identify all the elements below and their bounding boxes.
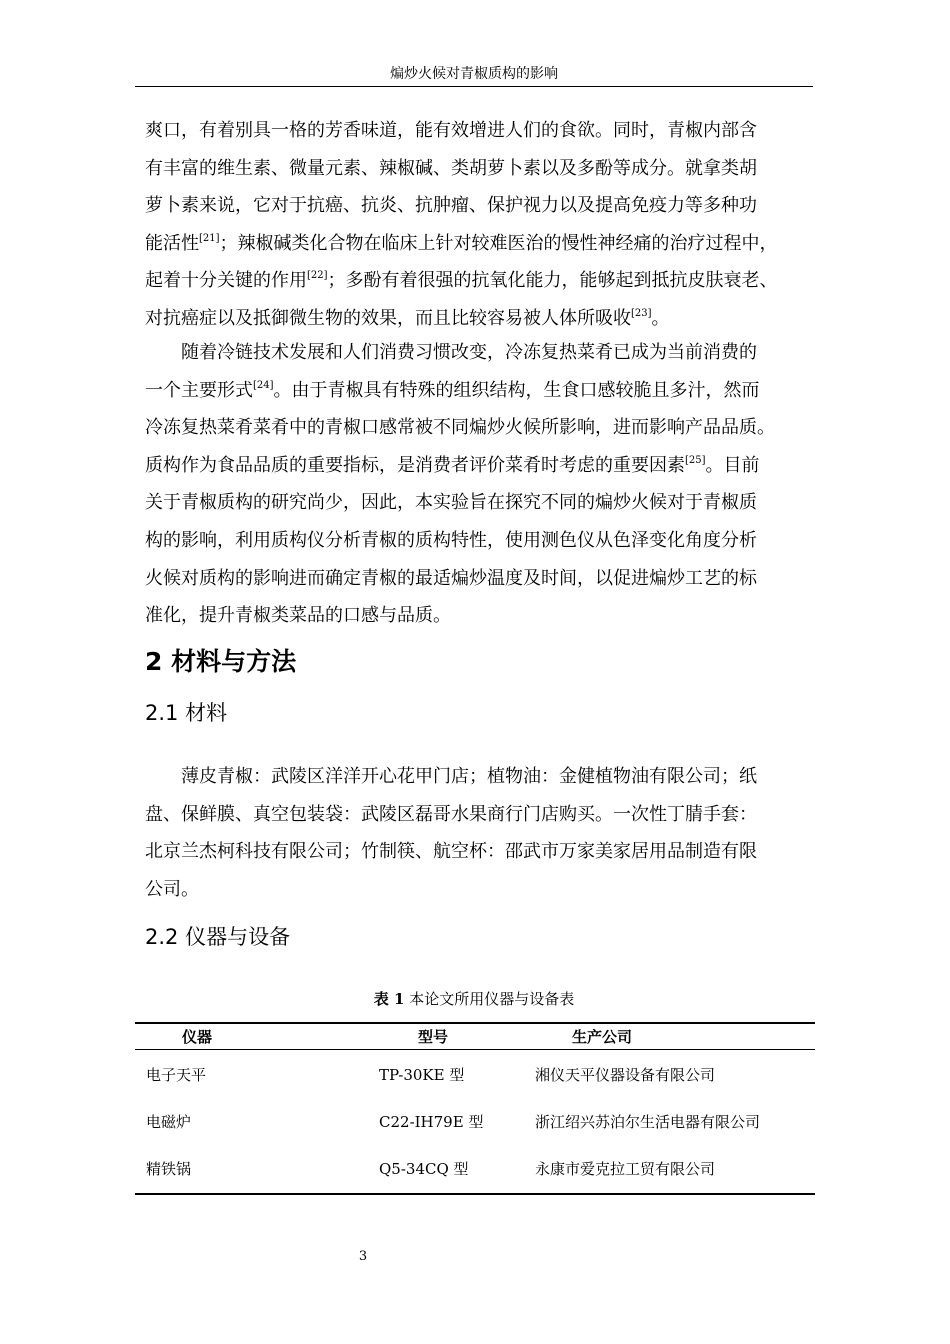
text-line: 萝卜素来说，它对于抗癌、抗炎、抗肿瘤、保护视力以及提高免疫力等多种功 xyxy=(145,195,757,217)
column-header: 生产公司 xyxy=(572,1028,633,1046)
text-span: 起着十分关键的作用 xyxy=(145,270,307,292)
table-caption-label: 表 1 xyxy=(373,990,405,1008)
table-cell: 精铁锅 xyxy=(146,1160,192,1178)
text-span: 能活性 xyxy=(145,232,199,254)
text-line xyxy=(145,262,817,300)
text-line xyxy=(145,447,817,485)
text-line: 冷冻复热菜肴菜肴中的青椒口感常被不同煸炒火候所影响，进而影响产品品质。 xyxy=(145,417,775,439)
citation-ref: [25] xyxy=(685,454,706,466)
citation-ref: [23] xyxy=(631,307,652,319)
paragraph-materials xyxy=(145,758,817,908)
table-row xyxy=(135,1097,815,1144)
column-header: 型号 xyxy=(418,1028,449,1046)
text-line: 关于青椒质构的研究尚少，因此，本实验旨在探究不同的煸炒火候对于青椒质 xyxy=(145,492,757,514)
text-line xyxy=(145,372,817,410)
text-line: 随着冷链技术发展和人们消费习惯改变，冷冻复热菜肴已成为当前消费的 xyxy=(181,342,757,363)
citation-ref: [24] xyxy=(253,379,274,391)
text-span: 一个主要形式 xyxy=(145,379,253,401)
text-line: 北京兰杰柯科技有限公司；竹制筷、航空杯：邵武市万家美家居用品制造有限 xyxy=(145,841,757,863)
text-span: 。目前 xyxy=(705,454,760,476)
subsection-heading: 2.1 材料 xyxy=(145,701,228,725)
text-span: ；多酚有着很强的抗氧化能力，能够起到抵抗皮肤衰老、 xyxy=(327,270,778,292)
paragraph-intro-continued xyxy=(145,112,817,338)
table-cell: Q5-34CQ 型 xyxy=(379,1160,469,1178)
citation-ref: [22] xyxy=(307,270,328,282)
subsection-heading: 2.2 仪器与设备 xyxy=(145,925,291,949)
text-span: 。由于青椒具有特殊的组织结构，生食口感较脆且多汁，然而 xyxy=(273,379,760,401)
text-line: 薄皮青椒：武陵区洋洋开心花甲门店；植物油：金健植物油有限公司；纸 xyxy=(181,766,757,787)
table-body xyxy=(135,1050,815,1193)
table-header-row xyxy=(135,1024,815,1050)
equipment-table xyxy=(135,1022,815,1195)
text-span: 。 xyxy=(651,307,670,329)
text-line: 盘、保鲜膜、真空包装袋：武陵区磊哥水果商行门店购买。一次性丁腈手套： xyxy=(145,803,757,825)
text-line: 火候对质构的影响进而确定青椒的最适煸炒温度及时间，以促进煸炒工艺的标 xyxy=(145,567,757,589)
table-cell: 永康市爱克拉工贸有限公司 xyxy=(535,1160,716,1178)
text-span: 质构作为食品品质的重要指标，是消费者评价菜肴时考虑的重要因素 xyxy=(145,454,685,476)
text-line: 公司。 xyxy=(145,878,199,900)
table-cell: 电磁炉 xyxy=(146,1113,192,1131)
table-caption-text: 本论文所用仪器与设备表 xyxy=(409,990,575,1008)
header-rule xyxy=(135,86,813,87)
text-span: ；辣椒碱类化合物在临床上针对较难医治的慢性神经痛的治疗过程中， xyxy=(219,232,778,254)
text-line: 构的影响，利用质构仪分析青椒的质构特性，使用测色仪从色泽变化角度分析 xyxy=(145,529,757,551)
text-line: 准化，提升青椒类菜品的口感与品质。 xyxy=(145,605,451,627)
paragraph-background xyxy=(145,334,817,635)
table-cell: 电子天平 xyxy=(146,1066,207,1084)
citation-ref: [21] xyxy=(199,232,220,244)
text-line xyxy=(145,225,817,263)
column-header: 仪器 xyxy=(182,1028,213,1046)
table-row xyxy=(135,1050,815,1097)
table-cell: C22-IH79E 型 xyxy=(379,1113,484,1131)
table-row xyxy=(135,1144,815,1191)
running-header: 煸炒火候对青椒质构的影响 xyxy=(390,66,558,82)
text-line: 爽口，有着别具一格的芳香味道，能有效增进人们的食欲。同时，青椒内部含 xyxy=(145,120,757,141)
section-heading: 2 材料与方法 xyxy=(145,647,297,676)
table-cell: 浙江绍兴苏泊尔生活电器有限公司 xyxy=(535,1113,761,1131)
text-line: 有丰富的维生素、微量元素、辣椒碱、类胡萝卜素以及多酚等成分。就拿类胡 xyxy=(145,157,757,179)
page-number: 3 xyxy=(358,1249,368,1264)
table-cell: TP-30KE 型 xyxy=(379,1066,465,1084)
table-caption xyxy=(135,988,813,1010)
text-line xyxy=(145,300,817,338)
text-span: 对抗癌症以及抵御微生物的效果，而且比较容易被人体所吸收 xyxy=(145,307,631,329)
table-cell: 湘仪天平仪器设备有限公司 xyxy=(535,1066,716,1084)
